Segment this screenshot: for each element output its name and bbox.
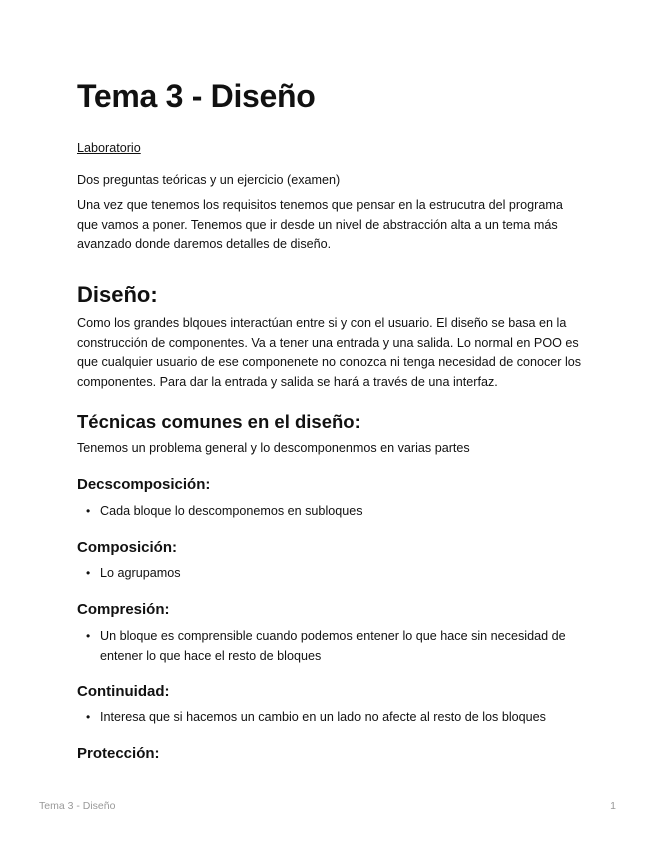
- page-number: 1: [610, 800, 616, 812]
- bullet-icon: •: [86, 566, 91, 580]
- bullet-icon: •: [86, 629, 91, 643]
- design-paragraph: Como los grandes blqoues interactúan entre si y con el usuario. El diseño se basa en la construcción de componentes. Va a tener una entrada y una salida. Lo normal en POO es que cualquier usuario de ese componenete no conozca ni tenga necesidad de conocer los componentes. Para dar la entrada y salida se hará a través de una interfaz.: [77, 316, 582, 389]
- section-heading-continuity: Continuidad:: [77, 683, 170, 700]
- list-item: [86, 502, 582, 522]
- bullet-icon: •: [86, 710, 91, 724]
- section-heading-composition: Composición:: [77, 539, 177, 556]
- section-heading-protection: Protección:: [77, 745, 160, 762]
- intro-paragraph: Una vez que tenemos los requisitos tenemos que pensar en la estrucutra del programa que vamos a poner. Tenemos que ir desde un nivel de abstracción alta a un tema más avanzado donde daremos detalles de diseño.: [77, 198, 563, 251]
- list-item: [86, 708, 582, 728]
- list-item-text: Un bloque es comprensible cuando podemos entener lo que hace sin necesidad de entener lo que hace el resto de bloques: [100, 629, 566, 663]
- section-heading-compression: Compresión:: [77, 601, 170, 618]
- list-item: [86, 564, 582, 584]
- bullet-icon: •: [86, 504, 91, 518]
- design-heading: Diseño:: [77, 282, 158, 307]
- list-item-text: Cada bloque lo descomponemos en subloques: [100, 504, 363, 518]
- list-item-text: Interesa que si hacemos un cambio en un lado no afecte al resto de los bloques: [100, 710, 546, 724]
- exam-note: Dos preguntas teóricas y un ejercicio (examen): [77, 173, 341, 187]
- section-heading-decomposition: Decscomposición:: [77, 476, 211, 493]
- list-item-text: Lo agrupamos: [100, 566, 181, 580]
- footer-title: Tema 3 - Diseño: [39, 800, 116, 812]
- page-title: Tema 3 - Diseño: [77, 78, 316, 114]
- techniques-heading: Técnicas comunes en el diseño:: [77, 411, 361, 432]
- techniques-paragraph: Tenemos un problema general y lo descomponenmos en varias partes: [77, 441, 470, 455]
- list-item: [86, 627, 582, 666]
- laboratorio-link[interactable]: Laboratorio: [77, 141, 141, 155]
